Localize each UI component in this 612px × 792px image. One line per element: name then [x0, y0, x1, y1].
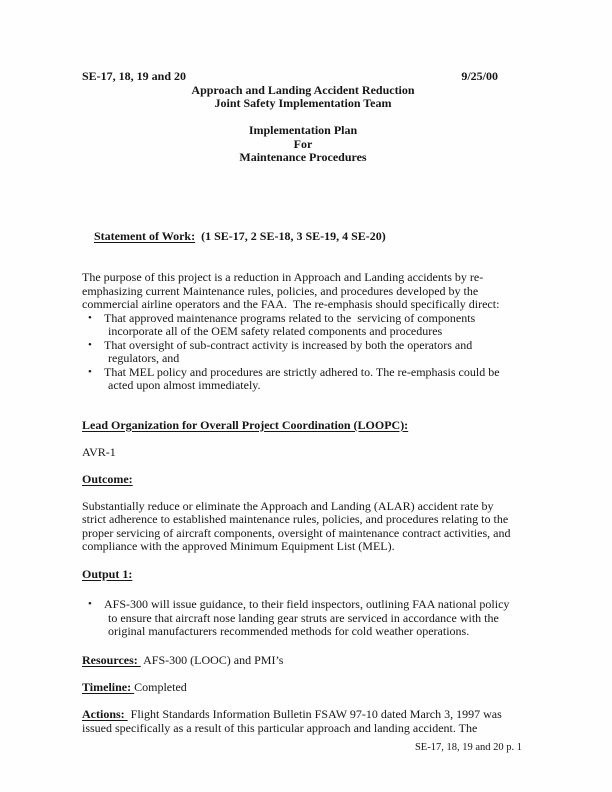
bullet-icon: •	[88, 338, 92, 351]
bullet-icon: •	[88, 365, 92, 378]
paragraph-line: strict adherence to established maintenance rules, policies, and procedures relating to the	[82, 512, 509, 526]
header-doc-id: SE-17, 18, 19 and 20	[82, 69, 187, 83]
resources-value: AFS-300 (LOOC) and PMI’s	[140, 652, 284, 667]
bullet-line: That approved maintenance programs related to the servicing of components	[104, 310, 476, 325]
paragraph-line: The purpose of this project is a reduction in Approach and Landing accidents by re-	[82, 270, 484, 284]
list-item	[82, 366, 524, 393]
paragraph-line: proper servicing of aircraft components, oversight of maintenance contract activities, and	[82, 525, 511, 540]
list-item	[82, 312, 524, 339]
loopc-heading-label: Lead Organization for Overall Project Coordination (LOOPC):	[82, 417, 409, 432]
output1-heading	[82, 568, 524, 582]
loopc-heading	[82, 419, 524, 433]
statement-intro-paragraph	[82, 271, 524, 312]
bullet-line: That MEL policy and procedures are strictly adhered to. The re-emphasis could be	[104, 364, 500, 379]
paragraph-line: compliance with the approved Minimum Equipment List (MEL).	[82, 539, 395, 553]
timeline-label: Timeline:	[82, 680, 135, 694]
title-plan-line-2: For	[293, 136, 313, 151]
actions-line-1	[82, 708, 524, 722]
paragraph-line: Substantially reduce or eliminate the Approach and Landing (ALAR) accident rate by	[82, 498, 494, 513]
title-org-line-2: Joint Safety Implementation Team	[214, 96, 392, 110]
timeline-value: Completed	[134, 680, 187, 694]
bullet-line: incorporate all of the OEM safety related components and procedures	[108, 324, 443, 338]
bullet-line: original manufacturers recommended methods for cold weather operations.	[108, 624, 470, 638]
footer-page-label: SE-17, 18, 19 and 20 p. 1	[414, 742, 522, 753]
title-org-line-1: Approach and Landing Accident Reduction	[191, 82, 415, 97]
title-plan-line-3: Maintenance Procedures	[239, 150, 367, 164]
header-row	[82, 70, 524, 84]
bullet-line: That oversight of sub-contract activity is increased by both the operators and	[104, 337, 473, 352]
outcome-heading-label: Outcome:	[82, 471, 133, 486]
bullet-line: AFS-300 will issue guidance, to their field inspectors, outlining FAA national policy	[104, 597, 510, 611]
actions-line-2: issued specifically as a result of this particular approach and landing accident. The	[82, 720, 478, 735]
bullet-line: acted upon almost immediately.	[108, 378, 261, 392]
resources-line	[82, 654, 524, 668]
bullet-line: to ensure that aircraft nose landing gear struts are serviced in accordance with the	[108, 610, 499, 625]
bullet-icon: •	[88, 598, 92, 610]
bullet-icon: •	[88, 311, 92, 324]
statement-bullet-list	[82, 312, 524, 393]
paragraph-line: commercial airline operators and the FAA. The re-emphasis should specifically direct:	[82, 297, 500, 311]
outcome-heading	[82, 473, 524, 487]
outcome-paragraph	[82, 500, 524, 554]
bullet-line: regulators, and	[108, 351, 180, 365]
statement-of-work-label: Statement of Work:	[94, 229, 196, 243]
header-date: 9/25/00	[461, 69, 498, 83]
loopc-value: AVR-1	[82, 444, 116, 459]
list-item	[82, 339, 524, 366]
statement-of-work-heading	[82, 217, 524, 258]
resources-label: Resources:	[82, 652, 141, 667]
actions-text: Flight Standards Information Bulletin FSAW 97-10 dated March 3, 1997 was	[127, 707, 502, 721]
statement-of-work-refs: (1 SE-17, 2 SE-18, 3 SE-19, 4 SE-20)	[195, 229, 386, 243]
output1-heading-label: Output 1:	[82, 566, 133, 581]
actions-label: Actions:	[82, 707, 128, 721]
paragraph-line: emphasizing current Maintenance rules, policies, and procedures developed by the	[82, 283, 479, 298]
timeline-line	[82, 681, 524, 695]
output1-bullet-item	[82, 598, 524, 639]
actions-paragraph	[82, 708, 524, 735]
title-plan-line-1: Implementation Plan	[248, 123, 358, 137]
